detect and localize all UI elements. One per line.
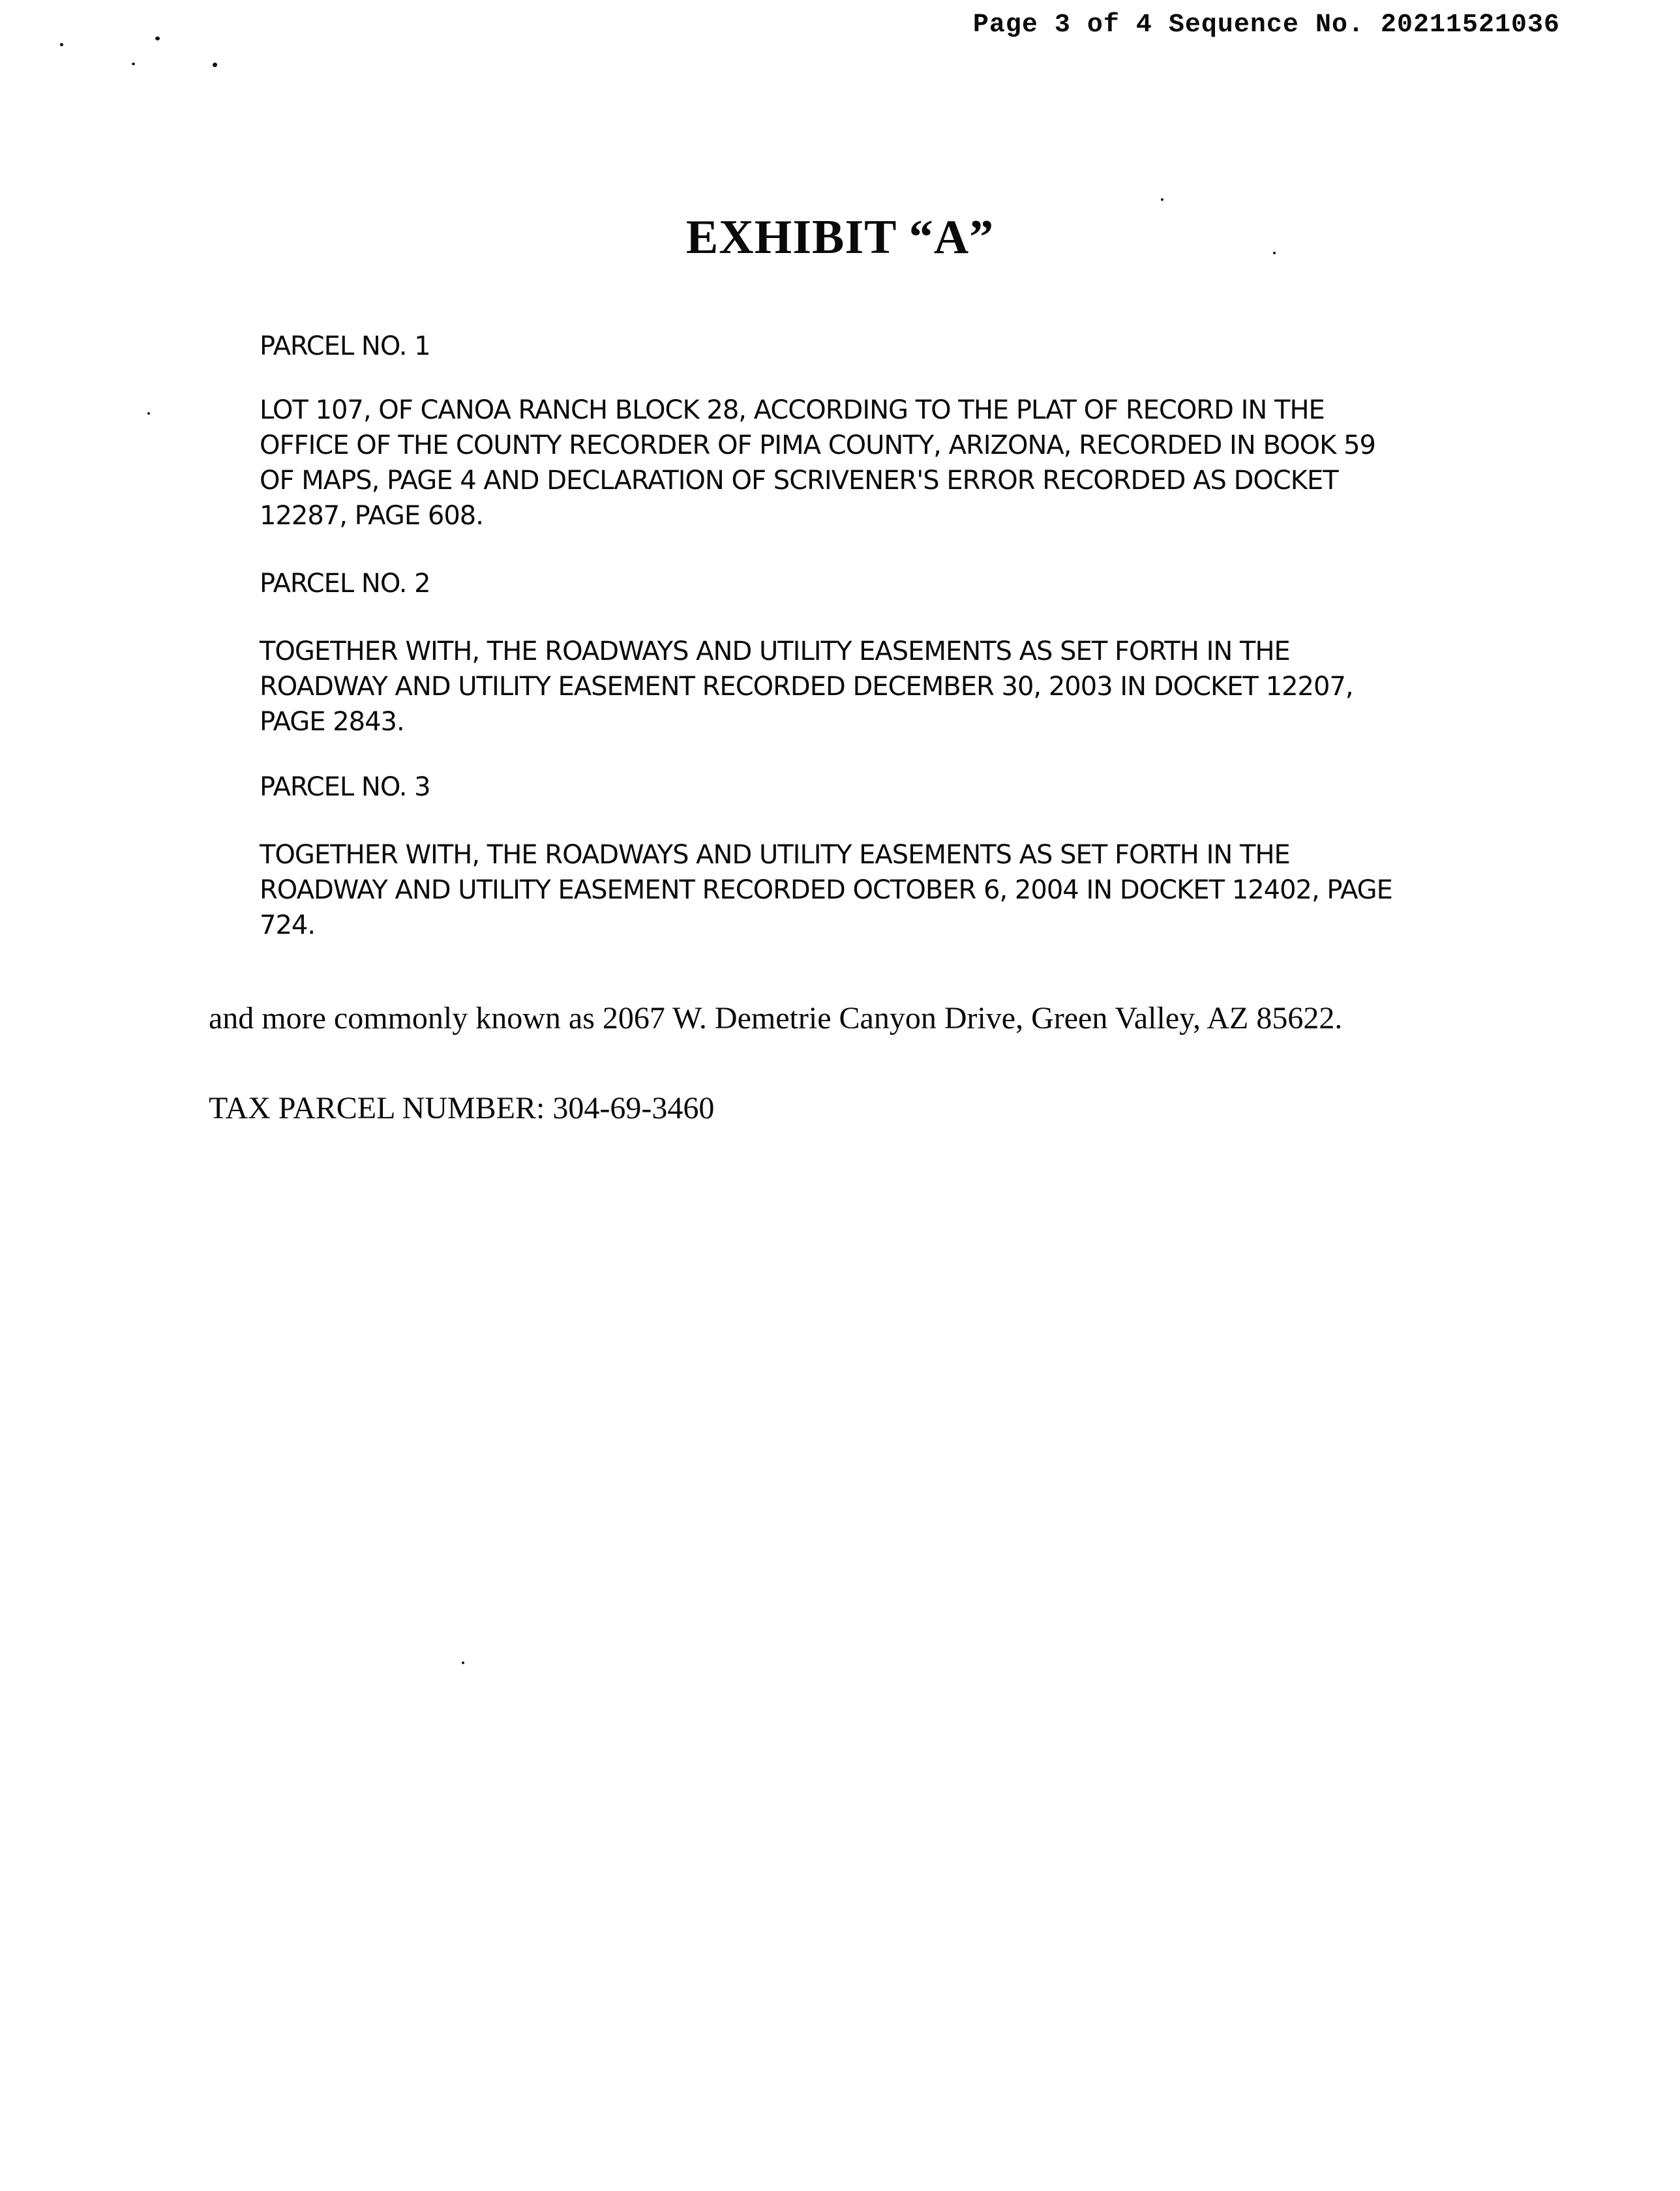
scan-speck	[462, 1662, 464, 1664]
scan-speck	[1161, 198, 1163, 201]
tax-parcel-number: TAX PARCEL NUMBER: 304-69-3460	[209, 1091, 715, 1125]
parcel-description	[260, 837, 1460, 943]
parcel-line: TOGETHER WITH, THE ROADWAYS AND UTILITY EASEMENTS AS SET FORTH IN THE	[260, 636, 1290, 666]
parcel-line: LOT 107, OF CANOA RANCH BLOCK 28, ACCORDING TO THE PLAT OF RECORD IN THE	[260, 395, 1325, 425]
scan-speck	[213, 63, 217, 67]
exhibit-title: EXHIBIT “A”	[685, 211, 995, 264]
parcel-line: OF MAPS, PAGE 4 AND DECLARATION OF SCRIVENER'S ERROR RECORDED AS DOCKET	[260, 466, 1338, 496]
parcel-line: ROADWAY AND UTILITY EASEMENT RECORDED DECEMBER 30, 2003 IN DOCKET 12207,	[260, 672, 1353, 702]
scan-speck	[147, 412, 150, 415]
parcel-heading	[260, 566, 1460, 601]
scan-speck	[60, 43, 63, 46]
parcel-line: 724.	[260, 910, 316, 940]
parcel-heading-text: PARCEL NO. 2	[260, 569, 430, 599]
parcel-heading	[260, 329, 1460, 364]
parcel-line: TOGETHER WITH, THE ROADWAYS AND UTILITY EASEMENTS AS SET FORTH IN THE	[260, 840, 1290, 870]
parcel-line: 12287, PAGE 608.	[260, 501, 483, 531]
scan-speck	[132, 63, 135, 65]
parcel-line: PAGE 2843.	[260, 707, 404, 737]
page-sequence-header: Page 3 of 4 Sequence No. 20211521036	[972, 10, 1560, 40]
property-address: and more commonly known as 2067 W. Demetrie Canyon Drive, Green Valley, AZ 85622.	[209, 1001, 1343, 1036]
parcel-line: ROADWAY AND UTILITY EASEMENT RECORDED OCTOBER 6, 2004 IN DOCKET 12402, PAGE	[260, 875, 1392, 905]
parcel-description	[260, 393, 1460, 533]
parcel-heading	[260, 769, 1460, 805]
scan-speck	[155, 37, 160, 40]
parcel-line: OFFICE OF THE COUNTY RECORDER OF PIMA COUNTY, ARIZONA, RECORDED IN BOOK 59	[260, 430, 1375, 460]
parcel-description	[260, 634, 1460, 739]
parcel-heading-text: PARCEL NO. 1	[260, 331, 430, 361]
parcel-heading-text: PARCEL NO. 3	[260, 772, 430, 802]
